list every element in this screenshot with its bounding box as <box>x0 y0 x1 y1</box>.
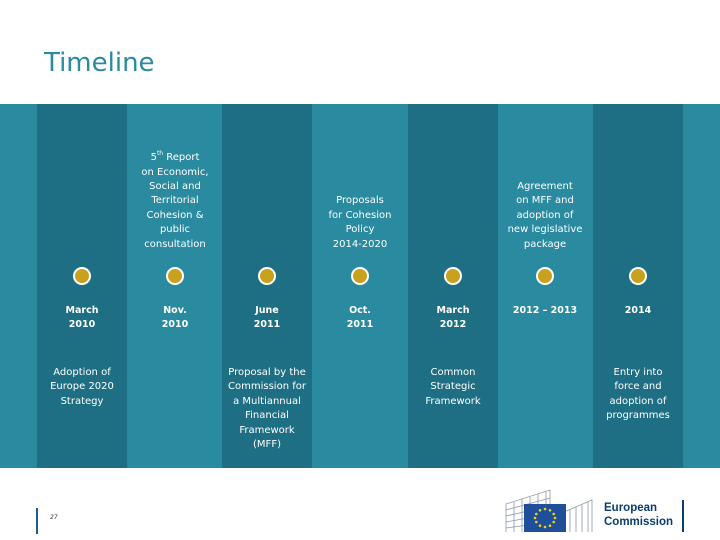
logo-divider <box>682 500 684 532</box>
timeline-top-text: Proposals for Cohesion Policy 2014-2020 <box>328 195 392 250</box>
timeline-dot <box>166 267 184 285</box>
timeline-date: June 2011 <box>253 305 281 330</box>
timeline-date: Nov. 2010 <box>161 305 189 330</box>
timeline-bottom-text: Common Strategic Framework <box>425 367 481 407</box>
timeline-date: March 2010 <box>65 305 99 330</box>
timeline-date: March 2012 <box>436 305 470 330</box>
page-number: 27 <box>50 514 58 521</box>
timeline-column <box>500 104 590 468</box>
timeline-top-text: Agreement on MFF and adoption of new legislative package <box>507 180 583 250</box>
page-title: Timeline <box>44 48 155 78</box>
logo-text: European Commission <box>604 502 674 528</box>
timeline-date: 2014 <box>624 305 652 316</box>
timeline-date: 2012 – 2013 <box>512 305 578 316</box>
timeline-top-text: 5th Report on Economic, Social and Territorial Cohesion & public consultation <box>141 150 209 250</box>
timeline-dot <box>536 267 554 285</box>
footer-divider <box>36 508 38 534</box>
timeline-bottom-text: Entry into force and adoption of programmes <box>606 367 670 422</box>
timeline-dot <box>629 267 647 285</box>
timeline-date: Oct. 2011 <box>346 305 374 330</box>
timeline-column <box>408 104 498 468</box>
timeline-column <box>593 104 683 468</box>
timeline-dot <box>351 267 369 285</box>
timeline-column <box>315 104 405 468</box>
timeline-bottom-text: Adoption of Europe 2020 Strategy <box>50 367 114 407</box>
timeline-bottom-text: Proposal by the Commission for a Multiannual Financial Framework (MFF) <box>228 367 306 451</box>
timeline-dot <box>258 267 276 285</box>
timeline-column <box>37 104 127 468</box>
timeline-column <box>222 104 312 468</box>
timeline-band <box>0 104 720 468</box>
timeline-dot <box>73 267 91 285</box>
timeline-column <box>130 104 220 468</box>
timeline-dot <box>444 267 462 285</box>
